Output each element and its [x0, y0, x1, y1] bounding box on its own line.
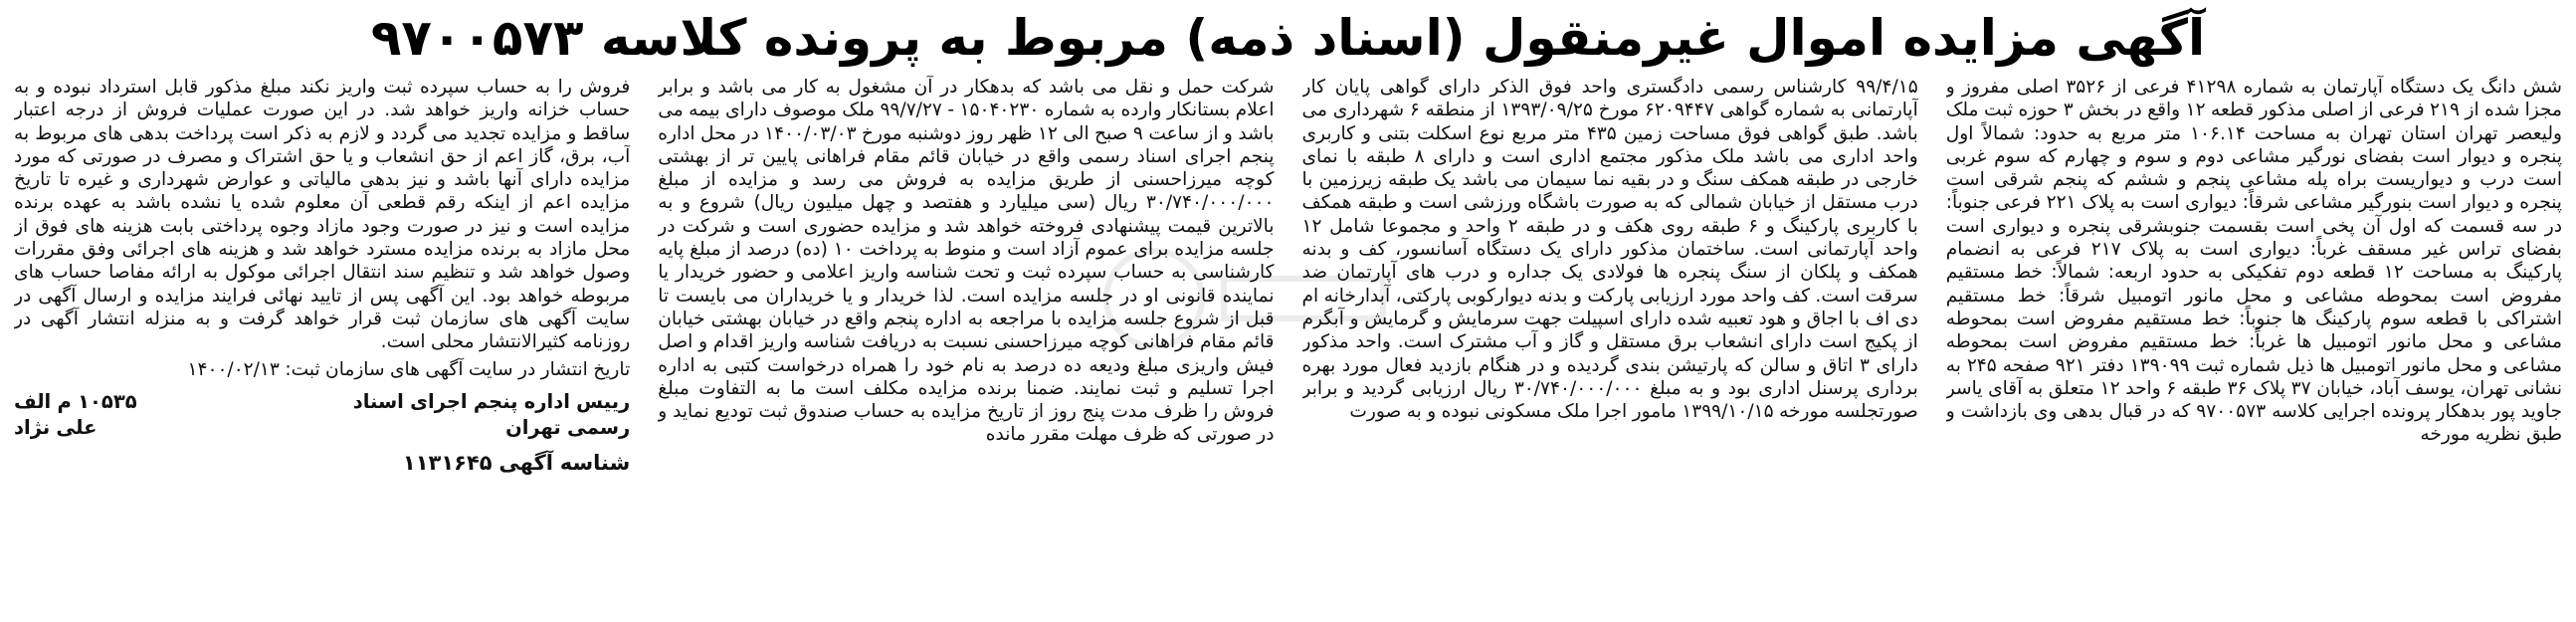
notice-column-4	[14, 76, 630, 613]
signature-block	[14, 389, 630, 441]
signature-name: علی نژاد	[14, 415, 98, 439]
signature-office: رسمی تهران	[505, 415, 631, 439]
signature-row-1	[14, 389, 630, 415]
signature-title: رییس اداره پنجم اجرای اسناد	[352, 389, 631, 413]
notice-paragraph-2: ۹۹/۴/۱۵ کارشناس رسمی دادگستری واحد فوق الذکر دارای گواهی پایان کار آپارتمانی به شماره گواهی ۶۲۰۹۴۴۷ مورخ ۱۳۹۳/۰۹/۲۵ از منطقه ۶ شهرداری می باشد. طبق گواهی فوق مساحت زمین ۴۳۵ متر مربع نوع اسکلت بتنی و کاربری واحد اداری می باشد ملک مذکور مجتمع اداری است و دارای ۸ طبقه با نمای خارجی در طبقه همکف سنگ و در بقیه نما سیمان می باشد یک طبقه زیرزمین با درب مستقل از خیابان شمالی که به صورت باشگاه ورزشی است و طبقه همکف با کاربری پارکینگ و ۶ طبقه روی هکف و در طبقه ۲ واحد و مجموعا شامل ۱۲ واحد آپارتمانی است. ساختمان مذکور دارای یک دستگاه آسانسور، کف و بدنه همکف و پلکان از سنگ پنجره ها فولادی یک جداره و درب های آپارتمان ضد سرقت است. کف واحد مورد ارزیابی پارکت و بدنه دیوارکوبی پارکتی، آبدارخانه ام دی اف با اجاق و هود تعبیه شده دارای اسپیلت جهت سرمایش و گرمایش و آبگرم از پکیج است دارای انشعاب برق مستقل و گاز و آب مشترک است. واحد مذکور دارای ۳ اتاق و سالن که پارتیشن بندی گردیده و در هنگام بازدید فعال مورد بهره برداری پرسنل اداری بود و به مبلغ ۳۰/۷۴۰/۰۰۰/۰۰۰ ریال ارزیابی گردید و برابر صورتجلسه مورخه ۱۳۹۹/۱۰/۱۵ مامور اجرا ملک مسکونی نبوده و به صورت	[1301, 77, 1918, 423]
ad-id: شناسه آگهی ۱۱۳۱۶۴۵	[402, 450, 631, 475]
notice-column-2	[1302, 76, 1918, 613]
notice-paragraph-3: شرکت حمل و نقل می باشد که بدهکار در آن مشغول به کار می باشد و برابر اعلام بستانکار وارده به شماره ۱۵۰۴۰۲۳۰ - ۹۹/۷/۲۷ ملک موصوف دارای بیمه می باشد و از ساعت ۹ صبح الی ۱۲ ظهر روز دوشنبه مورخ ۱۴۰۰/۰۳/۰۳ در محل اداره پنجم اجرای اسناد رسمی واقع در خیابان قائم مقام فراهانی پایین تر از بهشتی کوچه میرزاحسنی از طریق مزایده به فروش می رسد و مزایده از مبلغ ۳۰/۷۴۰/۰۰۰/۰۰۰ ریال (سی میلیارد و هفتصد و چهل میلیون ریال) شروع و به بالاترین قیمت پیشنهادی فروخته خواهد شد و مزایده حضوری است و شرکت در جلسه مزایده برای عموم آزاد است و منوط به پرداخت ۱۰ (ده) درصد از مبلغ پایه کارشناسی به حساب سپرده ثبت و تحت شناسه واریز اعلامی و حضور خریدار یا نماینده قانونی او در جلسه مزایده است. لذا خریدار و یا خریداران می بایست تا قبل از شروع جلسه مزایده با مراجعه به اداره پنجم واقع در خیابان بهشتی خیابان قائم مقام فراهانی کوچه میرزاحسنی نسبت به دریافت شناسه واریز اقدام و اصل فیش واریزی مبلغ ودیعه ده درصد به نام خود را همراه درخواست کتبی به اداره اجرا تسلیم و ثبت نمایند. ضمنا برنده مزایده مکلف است ما به التفاوت مبلغ فروش را ظرف مدت پنج روز از تاریخ مزایده به حساب صندوق ثبت تودیع نماید و در صورتی که ظرف مهلت مقرر مانده	[658, 77, 1275, 446]
ad-code: ۱۰۵۳۵ م الف	[14, 389, 137, 413]
signature-row-2	[14, 415, 630, 441]
notice-column-3	[658, 76, 1274, 613]
notice-paragraph-1: شش دانگ یک دستگاه آپارتمان به شماره ۴۱۲۹۸ فرعی از ۳۵۲۶ اصلی مفروز و مجزا شده از ۲۱۹ فرعی از اصلی مذکور قطعه ۱۲ واقع در بخش ۳ حوزه ثبت ملک ولیعصر تهران استان تهران به مساحت ۱۰۶.۱۴ متر مربع به حدود: شمالاً اول پنجره و دیوار است بفضای نورگیر مشاعی دوم و سوم و چهارم که سوم غربی است درب و دیواریست براه پله مشاعی پنجم و ششم که پنجم شرقی است پنجره و دیوار است بنورگیر مشاعی شرقاً: دیواری است به پلاک ۲۲۱ فرعی جنوباً: در سه قسمت که اول آن پخی است بقسمت جنوبشرقی پنجره و دیواری است بفضای تراس غیر مسقف غرباً: دیواری است به پلاک ۲۱۷ فرعی به انضمام پارکینگ به مساحت ۱۲ قطعه دوم تفکیکی به حدود اربعه: شمالاً: خط مستقیم مفروض است بمحوطه مشاعی و محل مانور اتومبیل شرقاً: خط مستقیم اشتراکی با قطعه سوم پارکینگ ها جنوباً: خط مستقیم مفروض است بمحوطه مشاعی و محل مانور اتومبیل ها غرباً: خط مستقیم مفروض است بمحوطه مشاعی و محل مانور اتومبیل ها ذیل شماره ثبت ۱۳۹۰۹۹ دفتر ۹۲۱ صفحه ۲۴۵ به نشانی تهران، یوسف آباد، خیابان ۳۷ پلاک ۳۶ طبقه ۶ واحد ۱۲ متعلق به آقای یاسر جاوید پور بدهکار پرونده اجرایی کلاسه ۹۷۰۰۵۷۳ که در قبال بدهی وی بازداشت و طبق نظریه مورخه	[1945, 77, 2562, 446]
notice-columns	[14, 76, 2562, 613]
notice-paragraph-4: فروش را به حساب سپرده ثبت واریز نکند مبلغ مذکور قابل استرداد نبوده و به حساب خزانه واریز خواهد شد. در این صورت عملیات فروش از درجه اعتبار ساقط و مزایده تجدید می گردد و لازم به ذکر است پرداخت بدهی های مربوط به آب، برق، گاز اعم از حق انشعاب و یا حق اشتراک و مصرف در صورتی که مورد مزایده دارای آنها باشد و نیز بدهی مالیاتی و عوارض شهرداری و غیره تا تاریخ مزایده اعم از اینکه رقم قطعی آن معلوم شده یا نشده باشد به عهده برنده مزایده است و نیز در صورت وجود مازاد وجوه پرداختی بابت هزینه های فوق از محل مازاد به برنده مزایده مسترد خواهد شد و هزینه های اجرائی وفق مقررات وصول خواهد شد و تنظیم سند انتقال اجرائی موکول به ارائه مفاصا حساب های مربوطه خواهد بود. این آگهی پس از تایید نهائی فرایند مزایده و ارسال آگهی در سایت آگهی های سازمان ثبت قرار خواهد گرفت و به منزله انتشار آگهی در روزنامه کثیرالانتشار محلی است.	[14, 77, 631, 353]
notice-column-1	[1946, 76, 2562, 613]
publish-date: تاریخ انتشار در سایت آگهی های سازمان ثبت: ۱۴۰۰/۰۲/۱۳	[187, 358, 631, 380]
notice-title: آگهی مزایده اموال غیرمنقول (اسناد ذمه) مربوط به پرونده کلاسه ۹۷۰۰۵۷۳	[370, 9, 2206, 67]
